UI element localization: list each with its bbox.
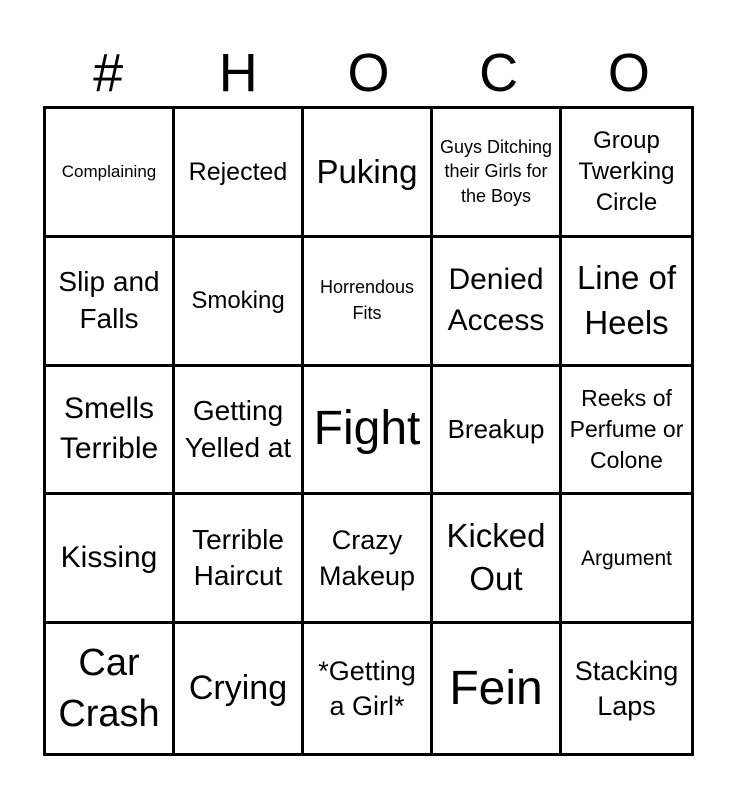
cell-label: Complaining	[61, 161, 157, 181]
bingo-cell[interactable]	[304, 367, 433, 496]
header-letter-1: #	[93, 43, 124, 103]
bingo-cell[interactable]	[46, 109, 175, 238]
bingo-cell[interactable]	[175, 238, 304, 367]
cell-label: Guys Ditching their Girls for the Boys	[439, 136, 553, 207]
cell-label: Crazy Makeup	[318, 524, 416, 592]
bingo-cell[interactable]	[304, 624, 433, 753]
cell-label: Argument	[580, 546, 673, 570]
bingo-cell[interactable]	[562, 624, 691, 753]
bingo-cell[interactable]	[304, 495, 433, 624]
header-letter-2: H	[218, 43, 258, 103]
bingo-cell[interactable]	[433, 495, 562, 624]
cell-label: Line of Heels	[576, 259, 677, 341]
cell-label: Horrendous Fits	[319, 277, 415, 323]
bingo-cell[interactable]	[433, 624, 562, 753]
header-letter-5: O	[607, 43, 650, 103]
cell-label: Kicked Out	[446, 517, 546, 598]
bingo-cell[interactable]	[46, 495, 175, 624]
bingo-cell[interactable]	[46, 624, 175, 753]
header-letter-3: O	[347, 43, 390, 103]
bingo-cell[interactable]	[562, 367, 691, 496]
cell-label: Smoking	[191, 287, 285, 315]
bingo-cell[interactable]	[562, 495, 691, 624]
cell-label: Getting Yelled at	[184, 394, 292, 464]
cell-label: Terrible Haircut	[192, 523, 284, 592]
bingo-cell[interactable]	[304, 109, 433, 238]
cell-label: Fight	[313, 402, 421, 456]
bingo-cell[interactable]	[433, 109, 562, 238]
bingo-header	[43, 40, 694, 106]
cell-label: Slip and Falls	[58, 265, 160, 334]
cell-label: Crying	[188, 669, 288, 708]
bingo-cell[interactable]	[562, 109, 691, 238]
cell-label: Breakup	[447, 413, 545, 444]
bingo-cell[interactable]	[46, 238, 175, 367]
cell-label: Smells Terrible	[59, 391, 159, 466]
cell-label: Puking	[316, 153, 418, 191]
cell-label: *Getting a Girl*	[318, 655, 416, 721]
cell-label: Kissing	[60, 541, 158, 575]
bingo-cell[interactable]	[175, 367, 304, 496]
bingo-cell[interactable]	[562, 238, 691, 367]
header-letter-4: C	[479, 43, 519, 103]
bingo-board	[43, 106, 694, 756]
bingo-cell[interactable]	[175, 624, 304, 753]
cell-label: Car Crash	[58, 642, 160, 735]
cell-label: Denied Access	[447, 263, 545, 337]
bingo-cell[interactable]	[175, 109, 304, 238]
cell-label: Stacking Laps	[574, 655, 679, 721]
bingo-cell[interactable]	[46, 367, 175, 496]
cell-label: Fein	[449, 661, 543, 715]
bingo-cell[interactable]	[433, 238, 562, 367]
cell-label: Group Twerking Circle	[578, 127, 675, 217]
cell-label: Rejected	[188, 157, 288, 186]
bingo-cell[interactable]	[304, 238, 433, 367]
bingo-cell[interactable]	[433, 367, 562, 496]
bingo-cell[interactable]	[175, 495, 304, 624]
cell-label: Reeks of Perfume or Colone	[569, 384, 684, 474]
